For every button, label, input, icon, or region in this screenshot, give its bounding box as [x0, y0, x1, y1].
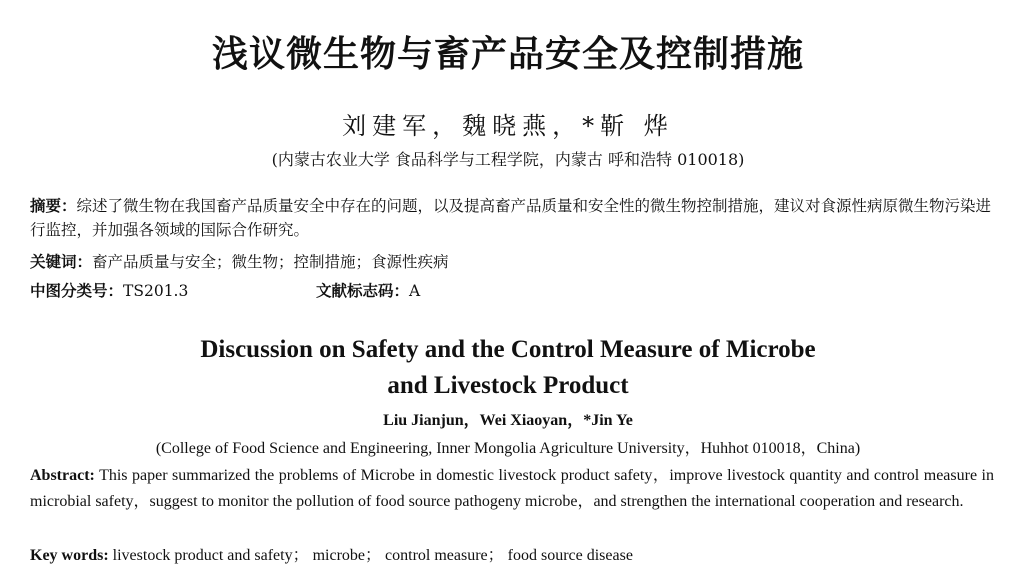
english-authors: Liu Jianjun，Wei Xiaoyan，*Jin Ye	[383, 412, 633, 429]
chinese-classification	[30, 279, 996, 303]
chinese-keywords-label: 关键词：	[30, 253, 93, 271]
document-code-label: 文献标志码：	[316, 282, 410, 300]
chinese-affiliation: (内蒙古农业大学 食品科学与工程学院，内蒙古 呼和浩特 010018)	[271, 150, 745, 169]
chinese-abstract-text: 综述了微生物在我国畜产品质量安全中存在的问题，以及提高畜产品质量和安全性的微生物控制措施，建议对食源性病原微生物污染进行监控，并加强各领域的国际合作研究。	[30, 197, 992, 239]
class-number-label: 中图分类号：	[30, 282, 124, 300]
chinese-title: 浅议微生物与畜产品安全及控制措施	[211, 34, 804, 75]
chinese-abstract	[30, 194, 996, 242]
english-keywords-text: livestock product and safety； microbe； control measure； food source disease	[108, 547, 633, 564]
english-keywords-label: Key words:	[30, 547, 109, 564]
document-code	[316, 279, 420, 303]
english-abstract-text: This paper summarized the problems of Microbe in domestic livestock product safety，improve livestock quantity and control measure in microbial safety，suggest to monitor the pollution of food source pathogeny microbe，and strengthen the international cooperation and research.	[30, 467, 994, 510]
class-number-value: TS201.3	[123, 282, 189, 300]
chinese-keywords-text: 畜产品质量与安全；微生物；控制措施；食源性疾病	[92, 253, 449, 271]
chinese-authors: 刘建军，魏晓燕，*靳 烨	[342, 112, 674, 140]
english-keywords	[30, 543, 994, 569]
english-title-line2: and Livestock Product	[387, 372, 629, 399]
chinese-abstract-label: 摘要：	[30, 197, 77, 215]
english-abstract-label: Abstract:	[30, 467, 95, 484]
english-abstract	[30, 463, 994, 515]
english-title-line1: Discussion on Safety and the Control Measure of Microbe	[200, 336, 816, 363]
english-affiliation: (College of Food Science and Engineering, Inner Mongolia Agriculture University，Huhhot 010018，China)	[155, 440, 861, 457]
chinese-keywords	[30, 250, 996, 274]
document-code-value: A	[409, 282, 421, 300]
